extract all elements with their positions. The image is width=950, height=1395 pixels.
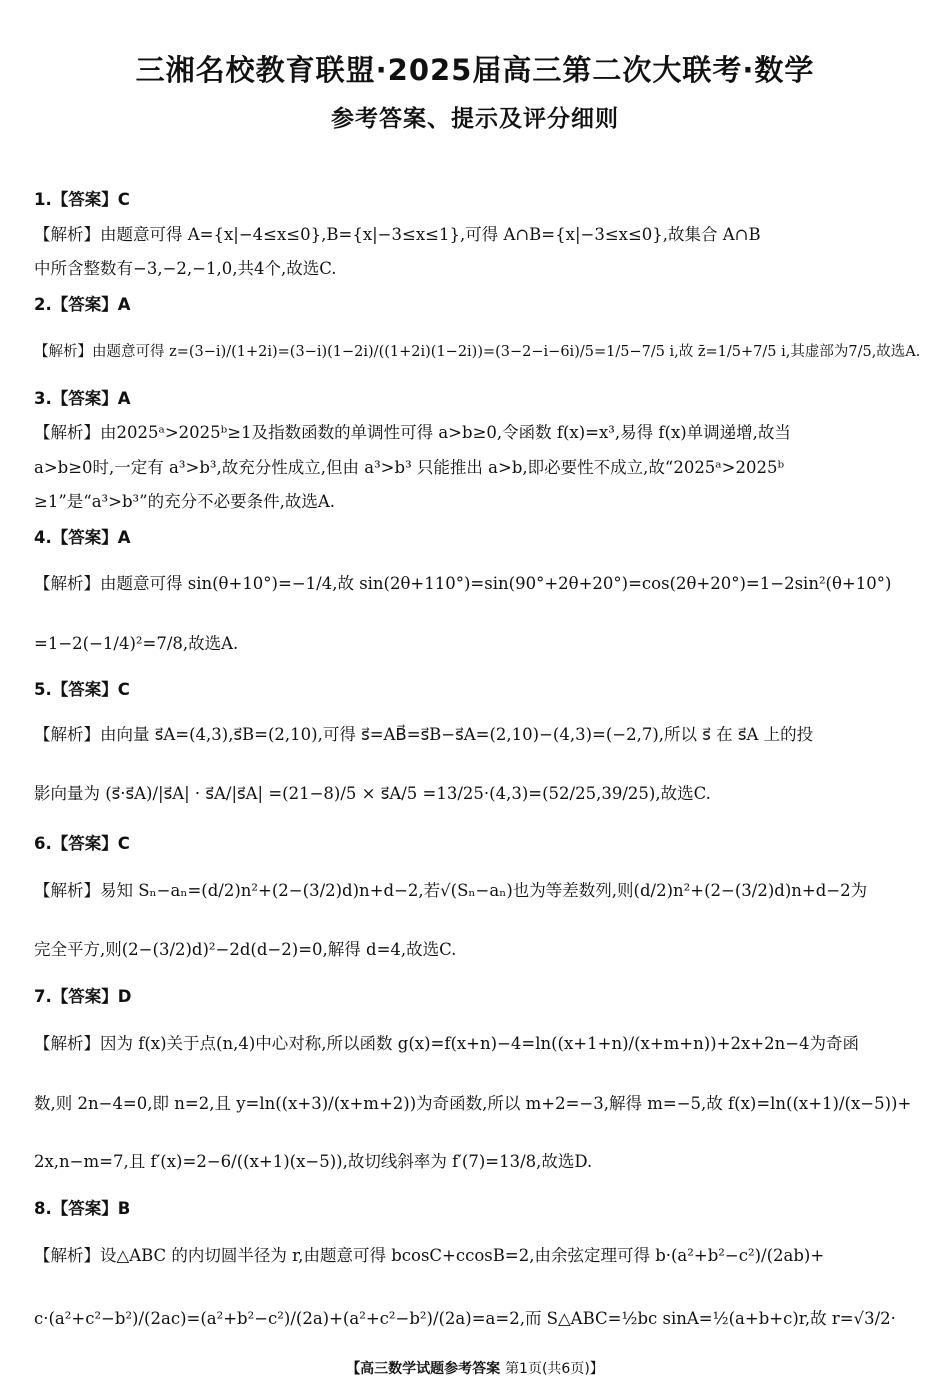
q6-explain-line1: 【解析】易知 Sₙ−aₙ=(d/2)n²+(2−(3/2)d)n+d−2,若√(Sₙ−aₙ)也为等差数列,则(d/2)n²+(2−(3/2)d)n+d−2为 [34,881,868,900]
q7-explain-line2: 数,则 2n−4=0,即 n=2,且 y=ln((x+3)/(x+m+2))为奇函数,所以 m+2=−3,解得 m=−5,故 f(x)=ln((x+1)/(x−5))+ [34,1094,912,1113]
page-title: 三湘名校教育联盟·2025届高三第二次大联考·数学 [135,53,815,87]
q8-explain-line2: c·(a²+c²−b²)/(2ac)=(a²+b²−c²)/(2a)+(a²+c²−b²)/(2a)=a=2,而 S△ABC=½bc sinA=½(a+b+c)r,故 r=√3/2· [34,1309,896,1328]
q4-explain-line1: 【解析】由题意可得 sin(θ+10°)=−1/4,故 sin(2θ+110°)=sin(90°+2θ+20°)=cos(2θ+20°)=1−2sin²(θ+10°) [34,574,892,593]
page-footer [0,1358,950,1378]
q1-explain-line2: 中所含整数有−3,−2,−1,0,共4个,故选C. [34,259,337,278]
footer-page-number: 第1页(共6页)】 [505,1361,604,1377]
q6-answer: 6.【答案】C [34,834,130,853]
footer-doc-name: 【高三数学试题参考答案 [346,1361,501,1377]
q5-explain-line1: 【解析】由向量 s⃗A=(4,3),s⃗B=(2,10),可得 s⃗=AB⃗=s⃗B−s⃗A=(2,10)−(4,3)=(−2,7),所以 s⃗ 在 s⃗A 上的投 [34,725,814,744]
q1-explain-line1: 【解析】由题意可得 A={x|−4≤x≤0},B={x|−3≤x≤1},可得 A∩B={x|−3≤x≤0},故集合 A∩B [34,225,761,244]
q3-explain-line1: 【解析】由2025ᵃ>2025ᵇ≥1及指数函数的单调性可得 a>b≥0,令函数 f(x)=x³,易得 f(x)单调递增,故当 [34,423,791,442]
q3-explain-line2: a>b≥0时,一定有 a³>b³,故充分性成立,但由 a³>b³ 只能推出 a>b,即必要性不成立,故“2025ᵃ>2025ᵇ [34,458,785,477]
q2-answer: 2.【答案】A [34,295,131,314]
q8-explain-line1: 【解析】设△ABC 的内切圆半径为 r,由题意可得 bcosC+ccosB=2,由余弦定理可得 b·(a²+b²−c²)/(2ab)+ [34,1246,825,1265]
q3-explain-line3: ≥1”是“a³>b³”的充分不必要条件,故选A. [34,492,335,511]
q4-explain-line2: =1−2(−1/4)²=7/8,故选A. [34,634,239,653]
q6-explain-line2: 完全平方,则(2−(3/2)d)²−2d(d−2)=0,解得 d=4,故选C. [34,940,457,959]
q7-explain-line1: 【解析】因为 f(x)关于点(n,4)中心对称,所以函数 g(x)=f(x+n)−4=ln((x+1+n)/(x+m+n))+2x+2n−4为奇函 [34,1034,860,1053]
q4-answer: 4.【答案】A [34,528,131,547]
q2-explain-line1: 【解析】由题意可得 z=(3−i)/(1+2i)=(3−i)(1−2i)/((1+2i)(1−2i))=(3−2−i−6i)/5=1/5−7/5 i,故 z̄=1/5+7/5 i,其虚部为7/5,故选A. [34,344,921,360]
q5-explain-line2: 影向量为 (s⃗·s⃗A)/|s⃗A| · s⃗A/|s⃗A| =(21−8)/5 × s⃗A/5 =13/25·(4,3)=(52/25,39/25),故选C. [34,784,711,803]
q7-answer: 7.【答案】D [34,987,132,1006]
q7-explain-line3: 2x,n−m=7,且 f′(x)=2−6/((x+1)(x−5)),故切线斜率为 f′(7)=13/8,故选D. [34,1152,593,1171]
page-subtitle: 参考答案、提示及评分细则 [331,106,619,132]
q3-answer: 3.【答案】A [34,389,131,408]
q1-answer: 1.【答案】C [34,190,130,209]
q5-answer: 5.【答案】C [34,680,130,699]
q8-answer: 8.【答案】B [34,1199,131,1218]
